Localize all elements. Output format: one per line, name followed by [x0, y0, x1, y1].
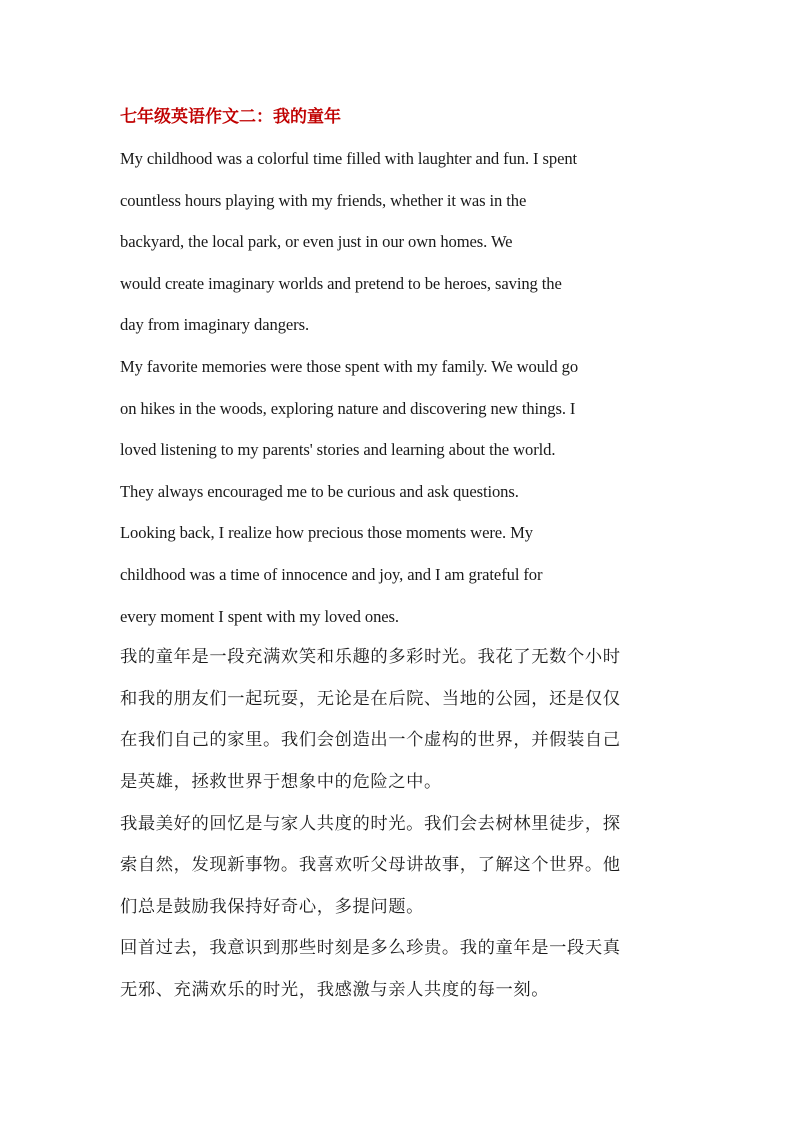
chinese-line: 我的童年是一段充满欢笑和乐趣的多彩时光。我花了无数个小时 [120, 647, 621, 668]
chinese-line: 们总是鼓励我保持好奇心，多提问题。 [120, 896, 424, 917]
english-essay [120, 138, 680, 637]
english-line: countless hours playing with my friends, whether it was in the [120, 190, 527, 210]
english-line: My childhood was a colorful time filled with laughter and fun. I spent [120, 149, 578, 168]
english-line: My favorite memories were those spent with my family. We would go [120, 356, 579, 376]
english-line: backyard, the local park, or even just in our own homes. We [120, 232, 513, 252]
chinese-translation [120, 637, 680, 1011]
chinese-line: 我最美好的回忆是与家人共度的时光。我们会去树林里徒步，探 [120, 813, 621, 834]
english-line: They always encouraged me to be curious and ask questions. [120, 481, 519, 501]
chinese-line: 和我的朋友们一起玩耍，无论是在后院、当地的公园，还是仅仅 [120, 688, 621, 709]
english-line: every moment I spent with my loved ones. [120, 606, 399, 626]
chinese-line: 回首过去，我意识到那些时刻是多么珍贵。我的童年是一段天真 [120, 938, 621, 959]
chinese-line: 索自然，发现新事物。我喜欢听父母讲故事，了解这个世界。他 [120, 855, 621, 876]
english-line: Looking back, I realize how precious those moments were. My [120, 523, 533, 543]
document-page [120, 102, 680, 1011]
english-line: loved listening to my parents' stories and learning about the world. [120, 440, 556, 460]
chinese-line: 是英雄，拯救世界于想象中的危险之中。 [120, 771, 442, 792]
english-line: day from imaginary dangers. [120, 315, 309, 335]
chinese-line: 在我们自己的家里。我们会创造出一个虚构的世界，并假装自己 [120, 730, 621, 751]
english-line: on hikes in the woods, exploring nature and discovering new things. I [120, 398, 576, 418]
chinese-line: 无邪、充满欢乐的时光，我感激与亲人共度的每一刻。 [120, 979, 550, 1000]
english-line: childhood was a time of innocence and joy, and I am grateful for [120, 564, 543, 584]
english-line: would create imaginary worlds and pretend to be heroes, saving the [120, 273, 562, 293]
document-title: 七年级英语作文二：我的童年 [120, 107, 341, 127]
